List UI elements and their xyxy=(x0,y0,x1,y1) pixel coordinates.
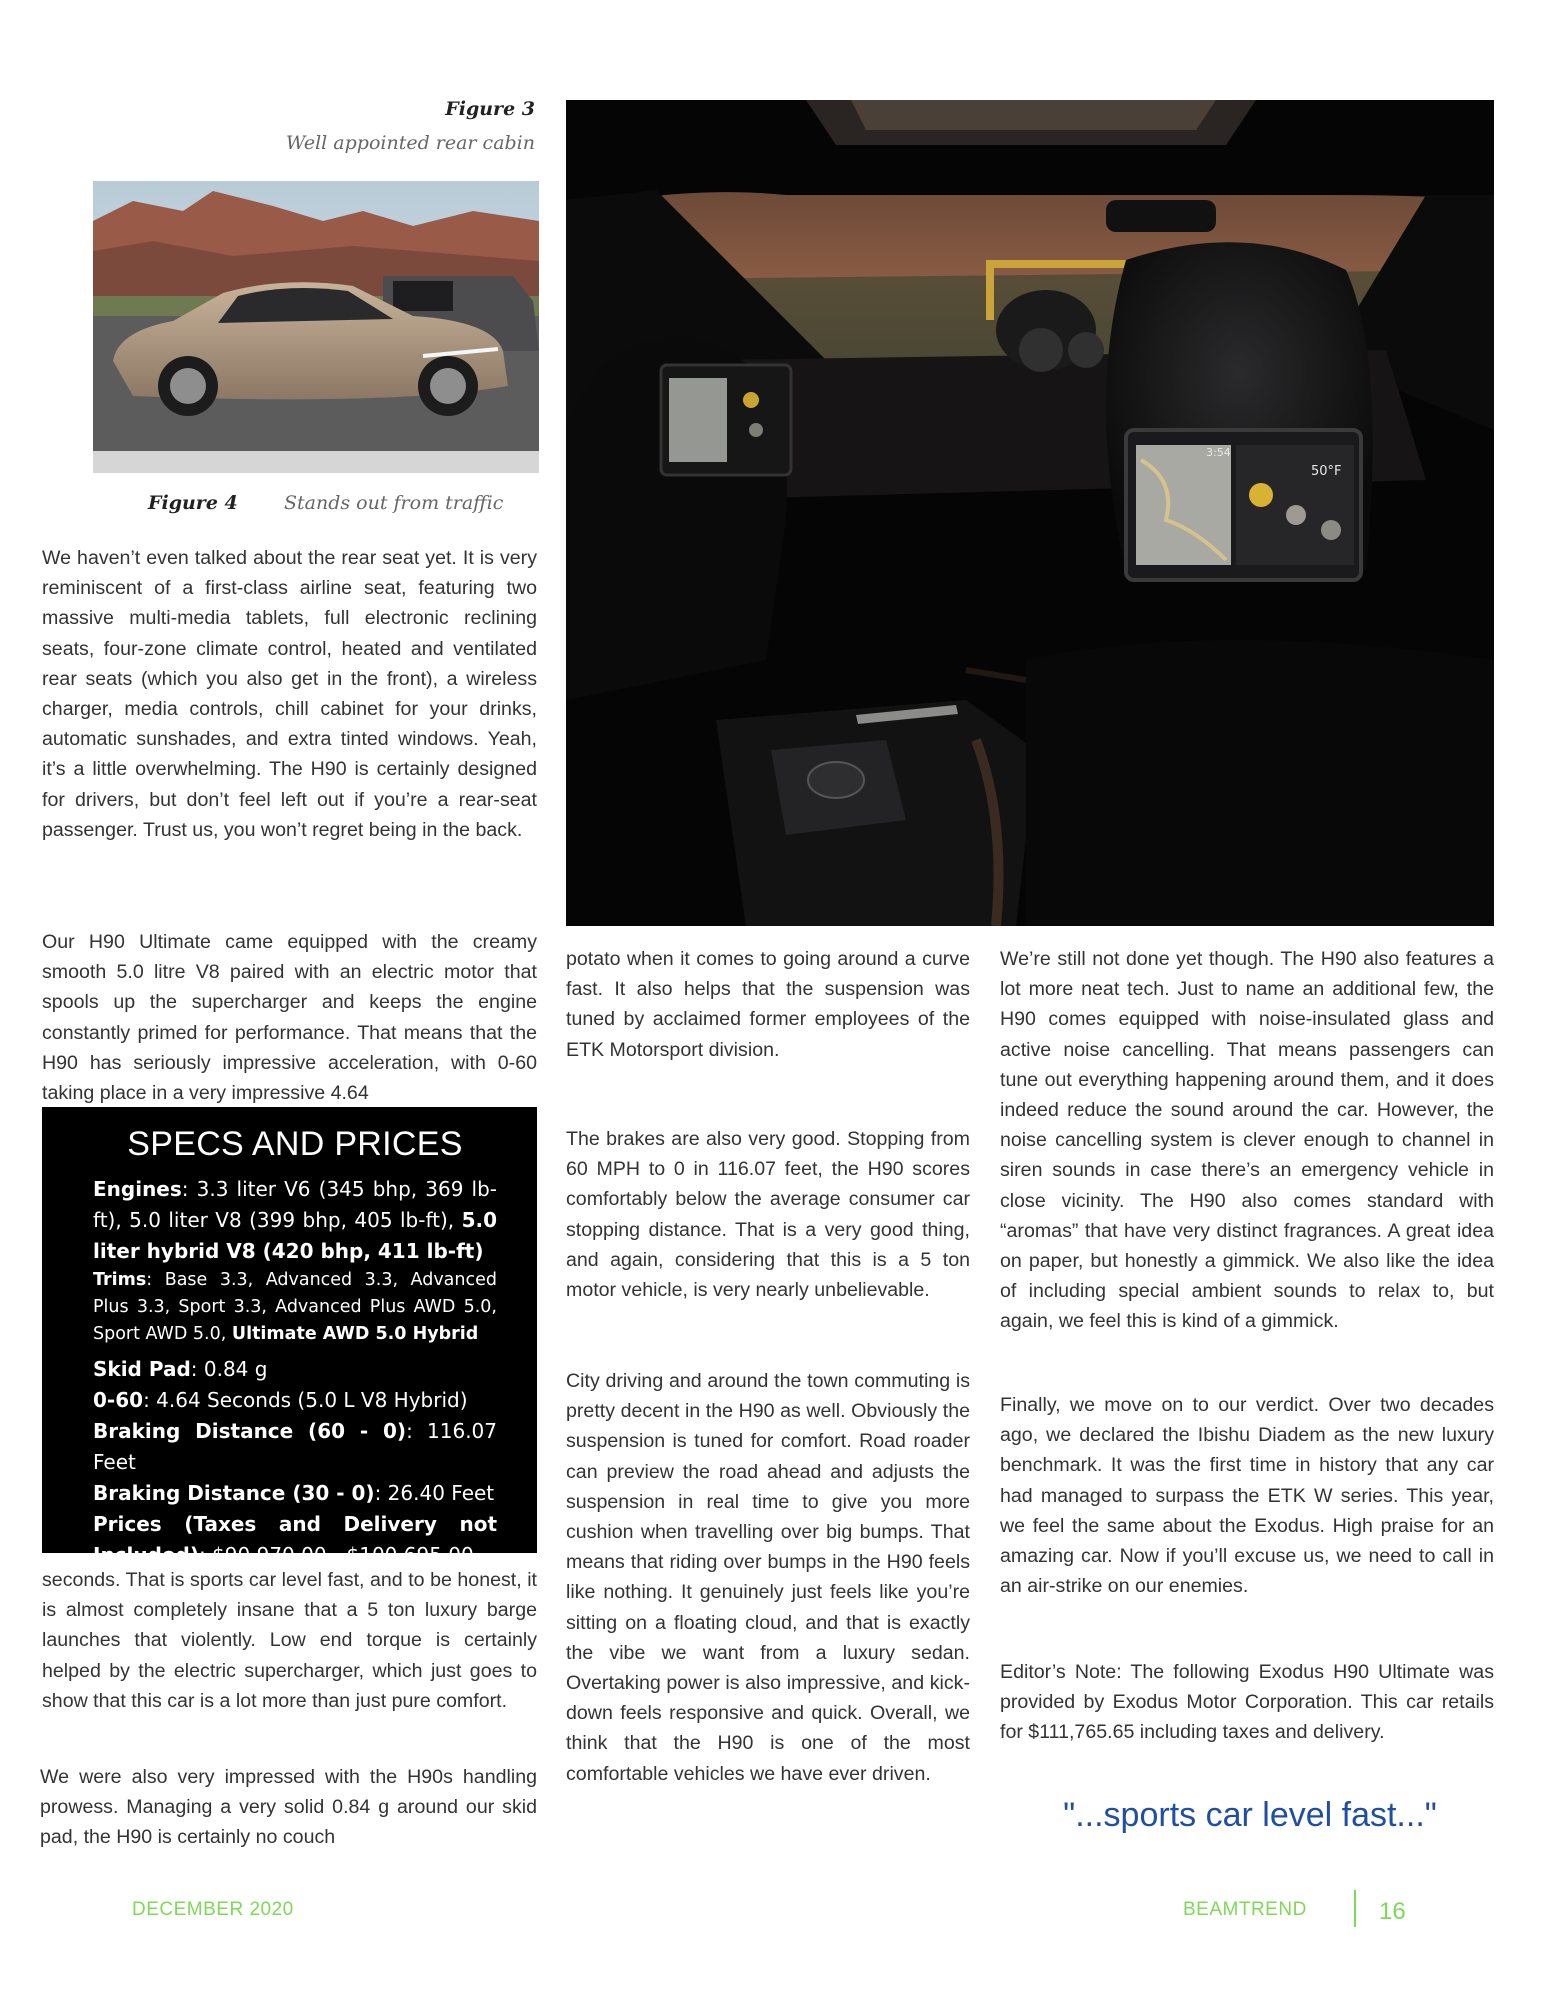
specs-title: SPECS AND PRICES xyxy=(127,1125,463,1163)
col3-paragraph-2: Finally, we move on to our verdict. Over two decades ago, we declared the Ibishu Diadem as the new luxury benchmark. It was the first time in history that any car had managed to surpass the ETK W series. This year, we feel the same about the Exodus. High praise for an amazing car. Now if you’ll excuse us, we need to call in an air-strike on our enemies. xyxy=(1000,1394,1494,1598)
footer-date: DECEMBER 2020 xyxy=(132,1899,294,1920)
figure3-label: Figure 3 xyxy=(445,98,535,120)
figure4-car-photo xyxy=(93,181,539,473)
col1-paragraph-3: seconds. That is sports car level fast, and to be honest, it is almost completely insane that a 5 ton luxury barge launches that violently. Low end torque is certainly helped by the electric supercharger, which just goes to show that this car is a lot more than just pure comfort. xyxy=(42,1569,537,1712)
specs-prices: Prices (Taxes and Delivery not Included): $90,970.00 - $100,695.00 xyxy=(93,1512,497,1567)
col2-paragraph-3: City driving and around the town commuting is pretty decent in the H90 as well. Obviously the suspension is tuned for comfort. Road roader can preview the road ahead and adjusts the suspension in real time to give you more cushion when travelling over big bumps. That means that riding over bumps in the H90 feels like nothing. It genuinely just feels like you’re sitting on a floating cloud, and that is exactly the vibe we want from a luxury sedan. Overtaking power is also impressive, and kick-down feels responsive and quick. Overall, we think that the H90 is one of the most comfortable vehicles we have ever driven. xyxy=(566,1370,970,1785)
tablet-time-text: 3:54 xyxy=(1206,446,1231,459)
footer-divider xyxy=(1354,1890,1356,1927)
specs-zero-sixty: 0-60: 4.64 Seconds (5.0 L V8 Hybrid) xyxy=(93,1388,468,1412)
col3-paragraph-3: Editor’s Note: The following Exodus H90 Ultimate was provided by Exodus Motor Corporation. This car retails for $111,765.65 including taxes and delivery. xyxy=(1000,1661,1494,1744)
figure4-caption: Stands out from traffic xyxy=(284,492,504,514)
col1-paragraph-1: We haven’t even talked about the rear seat yet. It is very reminiscent of a first-class airline seat, featuring two massive multi-media tablets, full electronic reclining seats, four-zone climate control, heated and ventilated rear seats (which you also get in the front), a wireless charger, media controls, chill cabinet for your drinks, automatic sunshades, and extra tinted windows. Yeah, it’s a little overwhelming. The H90 is certainly designed for drivers, but don’t feel left out if you’re a rear-seat passenger. Trust us, you won’t regret being in the back. xyxy=(42,547,537,841)
col2-paragraph-1: potato when it comes to going around a curve fast. It also helps that the suspension was tuned by acclaimed former employees of the ETK Motorsport division. xyxy=(566,948,970,1061)
figure3-caption: Well appointed rear cabin xyxy=(285,132,535,154)
figure4-label: Figure 4 xyxy=(148,492,238,514)
col1-paragraph-4: We were also very impressed with the H90s handling prowess. Managing a very solid 0.84 g around our skid pad, the H90 is certainly no couch xyxy=(40,1766,537,1849)
specs-skid-pad: Skid Pad: 0.84 g xyxy=(93,1357,268,1381)
specs-trims: Trims: Base 3.3, Advanced 3.3, Advanced Plus 3.3, Sport 3.3, Advanced Plus AWD 5.0, Sport AWD 5.0, Ultimate AWD 5.0 Hybrid xyxy=(93,1270,497,1344)
col2-paragraph-2: The brakes are also very good. Stopping from 60 MPH to 0 in 116.07 feet, the H90 scores comfortably below the average consumer car stopping distance. That is a very good thing, and again, considering that this is a 5 ton motor vehicle, is very nearly unbelievable. xyxy=(566,1128,970,1302)
specs-engines: Engines: 3.3 liter V6 (345 bhp, 369 lb-ft), 5.0 liter V8 (399 bhp, 405 lb-ft), 5.0 liter hybrid V8 (420 bhp, 411 lb-ft) xyxy=(93,1177,497,1263)
figure3-rear-cabin-photo xyxy=(566,100,1494,926)
specs-braking-60: Braking Distance (60 - 0): 116.07 Feet xyxy=(93,1419,498,1474)
rear-tablet-right xyxy=(1126,430,1361,580)
pull-quote: "...sports car level fast..." xyxy=(1063,1796,1437,1834)
specs-braking-30: Braking Distance (30 - 0): 26.40 Feet xyxy=(93,1481,495,1505)
col1-paragraph-2: Our H90 Ultimate came equipped with the creamy smooth 5.0 litre V8 paired with an electric motor that spools up the supercharger and keeps the engine constantly primed for performance. That means that the H90 has seriously impressive acceleration, with 0-60 taking place in a very impressive 4.64 xyxy=(42,931,537,1105)
footer-brand: BEAMTREND xyxy=(1183,1899,1307,1920)
tablet-temp-text: 50°F xyxy=(1311,464,1342,479)
specs-and-prices-box xyxy=(42,1107,537,1567)
col3-paragraph-1: We’re still not done yet though. The H90 also features a lot more neat tech. Just to name an additional few, the H90 comes equipped with noise-insulated glass and active noise cancelling. That means passengers can tune out everything happening around them, and it does indeed reduce the sound around the car. However, the noise cancelling system is clever enough to channel in siren sounds in case there’s an emergency vehicle in close vicinity. The H90 also comes standard with “aromas” that have very distinct fragrances. A great idea on paper, but honestly a gimmick. We also like the idea of including special ambient sounds to relax to, but again, we feel this is kind of a gimmick. xyxy=(1000,948,1494,1333)
page-number: 16 xyxy=(1379,1898,1406,1925)
